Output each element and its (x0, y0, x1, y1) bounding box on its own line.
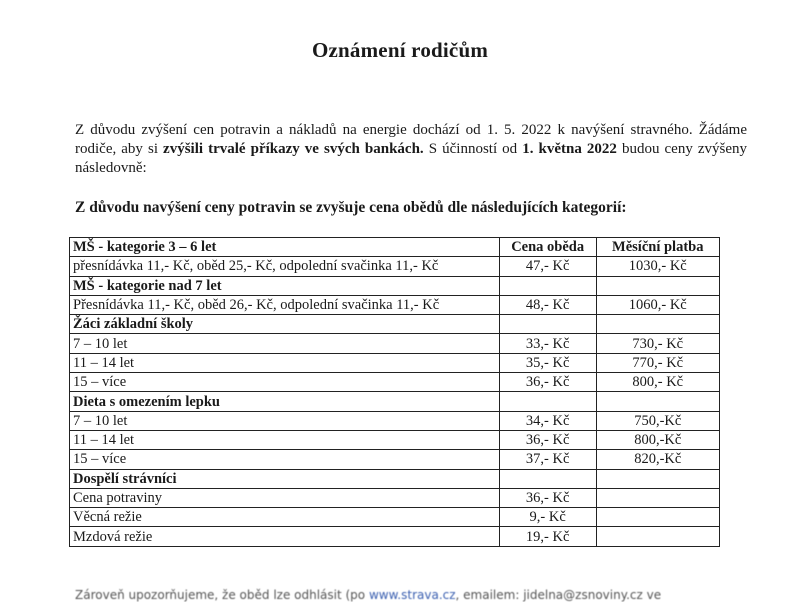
cell-category: Dieta s omezením lepku (70, 392, 500, 411)
price-table (69, 237, 720, 547)
table-row (70, 488, 720, 507)
cell-lunch-price (499, 469, 596, 488)
table-row (70, 430, 720, 449)
cell-lunch-price: 19,- Kč (499, 527, 596, 546)
table-row (70, 353, 720, 372)
cell-monthly-payment: 750,-Kč (596, 411, 720, 430)
header-monthly-payment: Měsíční platba (596, 238, 720, 257)
document-title: Oznámení rodičům (311, 38, 489, 62)
table-row (70, 373, 720, 392)
cell-lunch-price: 48,- Kč (499, 295, 596, 314)
table-group-row (70, 276, 720, 295)
header-category: MŠ - kategorie 3 – 6 let (70, 238, 500, 257)
intro-bold-2: 1. května 2022 (522, 141, 617, 157)
cell-monthly-payment: 730,- Kč (596, 334, 720, 353)
cell-monthly-payment: 820,-Kč (596, 450, 720, 469)
cell-monthly-payment: 770,- Kč (596, 353, 720, 372)
footer-text-1: Zároveň upozorňujeme, že oběd lze odhlásit (po (75, 588, 369, 602)
strava-link[interactable]: www.strava.cz (368, 588, 456, 602)
table-row (70, 295, 720, 314)
table-group-row (70, 392, 720, 411)
cell-lunch-price: 33,- Kč (499, 334, 596, 353)
cell-category: 15 – více (70, 450, 500, 469)
cell-monthly-payment: 800,-Kč (596, 430, 720, 449)
table-row (70, 450, 720, 469)
table-row (70, 334, 720, 353)
cell-monthly-payment (596, 508, 720, 527)
intro-text-2: S účinností od (423, 141, 523, 157)
cell-monthly-payment (596, 488, 720, 507)
cell-lunch-price: 36,- Kč (499, 488, 596, 507)
cell-lunch-price: 9,- Kč (499, 508, 596, 527)
cell-category: Dospělí strávníci (70, 469, 500, 488)
cell-category: přesnídávka 11,- Kč, oběd 25,- Kč, odpolední svačinka 11,- Kč (70, 257, 500, 276)
cell-monthly-payment (596, 392, 720, 411)
table-row (70, 508, 720, 527)
cell-lunch-price: 35,- Kč (499, 353, 596, 372)
cell-category: Věcná režie (70, 508, 500, 527)
header-lunch-price: Cena oběda (499, 238, 596, 257)
cell-lunch-price: 47,- Kč (499, 257, 596, 276)
cell-category: 11 – 14 let (70, 353, 500, 372)
cell-category: 15 – více (70, 373, 500, 392)
table-group-row (70, 315, 720, 334)
cell-category: 7 – 10 let (70, 411, 500, 430)
intro-text-3: budou ceny zvýšeny následovně: (75, 141, 748, 176)
cell-monthly-payment (596, 469, 720, 488)
cell-monthly-payment: 800,- Kč (596, 373, 720, 392)
cell-monthly-payment (596, 315, 720, 334)
intro-bold-1: zvýšili trvalé příkazy ve svých bankách. (163, 141, 424, 157)
cell-lunch-price: 34,- Kč (499, 411, 596, 430)
cell-category: Mzdová režie (70, 527, 500, 546)
cell-lunch-price (499, 315, 596, 334)
intro-paragraph (75, 121, 747, 178)
cell-category: Přesnídávka 11,- Kč, oběd 26,- Kč, odpolední svačinka 11,- Kč (70, 295, 500, 314)
table-row (70, 411, 720, 430)
cell-category: Žáci základní školy (70, 315, 500, 334)
table-group-row (70, 469, 720, 488)
cell-lunch-price: 36,- Kč (499, 373, 596, 392)
cell-category: MŠ - kategorie nad 7 let (70, 276, 500, 295)
intro-text-1: Z důvodu zvýšení cen potravin a nákladů na energie dochází od 1. 5. 2022 k navýšení stravného. Žádáme rodiče, aby si (75, 122, 747, 157)
cell-monthly-payment: 1030,- Kč (596, 257, 720, 276)
footer-text-2: , emailem: jidelna@zsnoviny.cz ve (455, 588, 662, 602)
table-header-row (70, 238, 720, 257)
cell-category: 7 – 10 let (70, 334, 500, 353)
table-row (70, 527, 720, 546)
cell-category: Cena potraviny (70, 488, 500, 507)
section-heading: Z důvodu navýšení ceny potravin se zvyšuje cena obědů dle následujících kategorií: (75, 199, 627, 216)
cell-monthly-payment (596, 276, 720, 295)
cell-category: 11 – 14 let (70, 430, 500, 449)
table-row (70, 257, 720, 276)
cell-lunch-price (499, 276, 596, 295)
cell-lunch-price: 37,- Kč (499, 450, 596, 469)
cell-monthly-payment (596, 527, 720, 546)
cell-lunch-price: 36,- Kč (499, 430, 596, 449)
cell-monthly-payment: 1060,- Kč (596, 295, 720, 314)
cell-lunch-price (499, 392, 596, 411)
